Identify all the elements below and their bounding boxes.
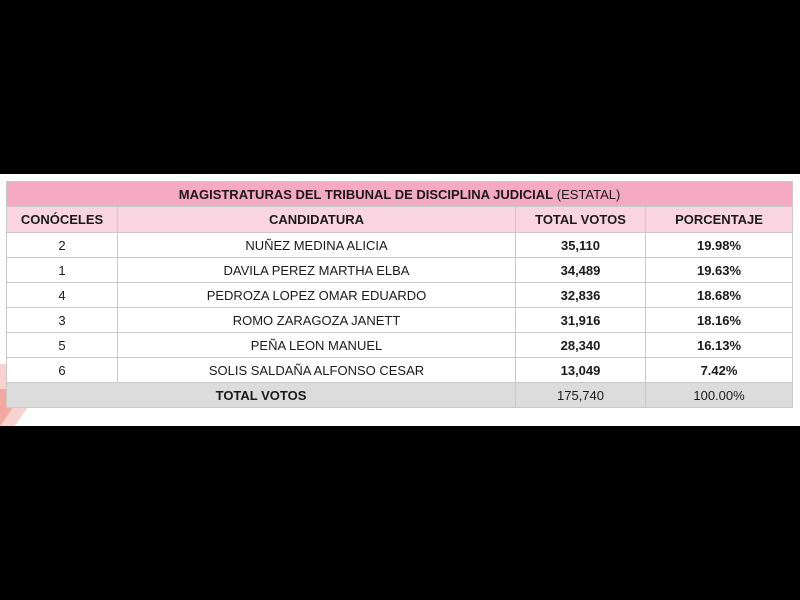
cell-num: 6 <box>7 358 118 383</box>
cell-pct: 7.42% <box>646 358 793 383</box>
table-header-row <box>7 207 793 233</box>
table-row <box>7 358 793 383</box>
results-table-wrapper <box>6 181 792 408</box>
cell-num: 1 <box>7 258 118 283</box>
cell-name: ROMO ZARAGOZA JANETT <box>118 308 516 333</box>
cell-pct: 19.63% <box>646 258 793 283</box>
table-title-suffix: (ESTATAL) <box>556 186 621 202</box>
results-panel <box>0 174 800 426</box>
cell-pct: 18.16% <box>646 308 793 333</box>
cell-votes: 32,836 <box>516 283 646 308</box>
cell-pct: 16.13% <box>646 333 793 358</box>
cell-num: 4 <box>7 283 118 308</box>
total-label: TOTAL VOTOS <box>7 383 516 408</box>
table-row <box>7 233 793 258</box>
cell-votes: 28,340 <box>516 333 646 358</box>
cell-name: PEDROZA LOPEZ OMAR EDUARDO <box>118 283 516 308</box>
table-total-row <box>7 383 793 408</box>
cell-votes: 31,916 <box>516 308 646 333</box>
header-conoceles: CONÓCELES <box>7 207 118 233</box>
total-pct: 100.00% <box>646 383 793 408</box>
cell-name: DAVILA PEREZ MARTHA ELBA <box>118 258 516 283</box>
cell-name: SOLIS SALDAÑA ALFONSO CESAR <box>118 358 516 383</box>
total-votes: 175,740 <box>516 383 646 408</box>
cell-votes: 34,489 <box>516 258 646 283</box>
cell-num: 2 <box>7 233 118 258</box>
header-candidatura: CANDIDATURA <box>118 207 516 233</box>
table-row <box>7 308 793 333</box>
table-row <box>7 283 793 308</box>
cell-name: NUÑEZ MEDINA ALICIA <box>118 233 516 258</box>
cell-pct: 18.68% <box>646 283 793 308</box>
cell-num: 5 <box>7 333 118 358</box>
cell-pct: 19.98% <box>646 233 793 258</box>
table-title <box>7 182 793 207</box>
table-row <box>7 258 793 283</box>
table-title-main: MAGISTRATURAS DEL TRIBUNAL DE DISCIPLINA JUDICIAL <box>178 186 554 202</box>
cell-num: 3 <box>7 308 118 333</box>
header-porcentaje: PORCENTAJE <box>646 207 793 233</box>
cell-name: PEÑA LEON MANUEL <box>118 333 516 358</box>
results-table <box>6 181 793 408</box>
table-title-row <box>7 182 793 207</box>
header-total-votos: TOTAL VOTOS <box>516 207 646 233</box>
cell-votes: 35,110 <box>516 233 646 258</box>
table-row <box>7 333 793 358</box>
cell-votes: 13,049 <box>516 358 646 383</box>
